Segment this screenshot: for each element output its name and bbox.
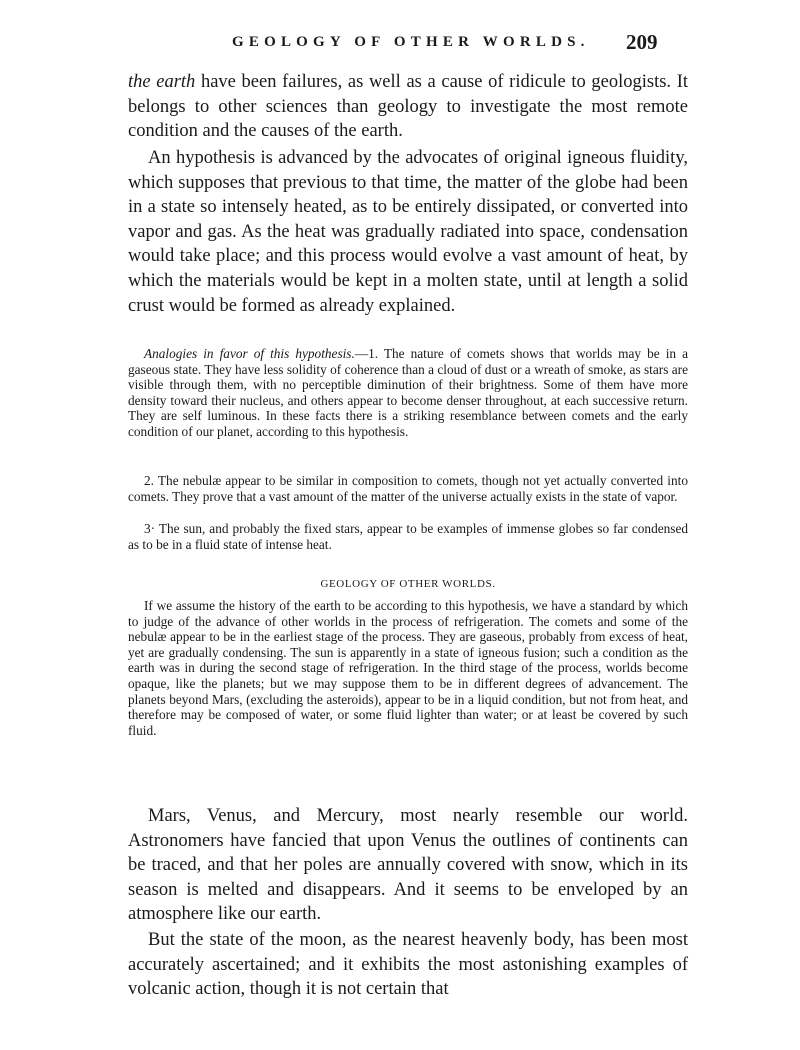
running-head: GEOLOGY OF OTHER WORLDS. — [232, 34, 590, 50]
section-paragraph — [128, 598, 688, 738]
section-paragraph-text: If we assume the history of the earth to be according to this hypothesis, we have a standard by which to judge of the advance of other worlds in the process of refrigeration. The comets and some of the nebulæ appear to be in the earliest stage of the process. They are gaseous, probably from excess of heat, yet are gradually condensing. The sun is apparently in a state of igneous fusion; such a condition as the earth was in during the second stage of refrigeration. In the third stage of the process, worlds become opaque, like the planets; but we may suppose them to be in different degrees of advancement. The planets beyond Mars, (excluding the asteroids), appear to be in a liquid condition, but not from heat, and therefore may be composed of water, or some fluid lighter than water; or at least be covered by such fluid. — [128, 598, 688, 738]
paragraph-4-text: But the state of the moon, as the nearest heavenly body, has been most accurately ascertained; and it exhibits the most astonishing examples of volcanic action, though it is not certain that — [128, 930, 688, 1000]
paragraph-2 — [128, 146, 688, 318]
paragraph-3 — [128, 804, 688, 927]
analogies-item-1 — [128, 346, 688, 440]
page-number: 209 — [626, 30, 658, 54]
paragraph-2-text: An hypothesis is advanced by the advocates of original igneous fluidity, which supposes that previous to that time, the matter of the globe had been in a state so intensely heated, as to be entirely dissipated, or converted into vapor and gas. As the heat was gradually radiated into space, condensation would take place; and this process would evolve a vast amount of heat, by which the materials would be kept in a molten state, until at length a solid crust would be formed as already explained. — [128, 148, 688, 316]
paragraph-1 — [128, 70, 688, 144]
analogies-item-2-text: 2. The nebulæ appear to be similar in composition to comets, though not yet actually converted into comets. They prove that a vast amount of the matter of the universe actually exists in the state of vapor. — [128, 473, 688, 504]
analogies-item-3 — [128, 521, 688, 552]
paragraph-3-text: Mars, Venus, and Mercury, most nearly resemble our world. Astronomers have fancied that upon Venus the outlines of continents can be traced, and that her poles are annually covered with snow, which in its season is melted and disappears. And it seems to be enveloped by an atmosphere like our earth. — [128, 806, 688, 925]
paragraph-1-italic-start: the earth — [128, 72, 196, 92]
section-heading: GEOLOGY OF OTHER WORLDS. — [320, 578, 496, 590]
analogies-heading: Analogies in favor of this hypothesis. — [144, 346, 355, 361]
analogies-item-1-text: —1. The nature of comets shows that worlds may be in a gaseous state. They have less solidity of coherence than a cloud of dust or a wreath of smoke, as stars are visible through them, with no perceptible diminution of their brightness. Some of them have more density toward their nucleus, and others appear to become denser throughout, at each successive return. They are self luminous. In these facts there is a striking resemblance between comets and the early condition of our planet, according to this hypothesis. — [128, 346, 688, 439]
paragraph-4 — [128, 928, 688, 1002]
paragraph-1-text: have been failures, as well as a cause of ridicule to geologists. It belongs to other sciences than geology to investigate the most remote condition and the causes of the earth. — [128, 72, 688, 142]
analogies-item-2 — [128, 473, 688, 504]
analogies-item-3-text: 3· The sun, and probably the fixed stars, appear to be examples of immense globes so far condensed as to be in a fluid state of intense heat. — [128, 521, 688, 552]
